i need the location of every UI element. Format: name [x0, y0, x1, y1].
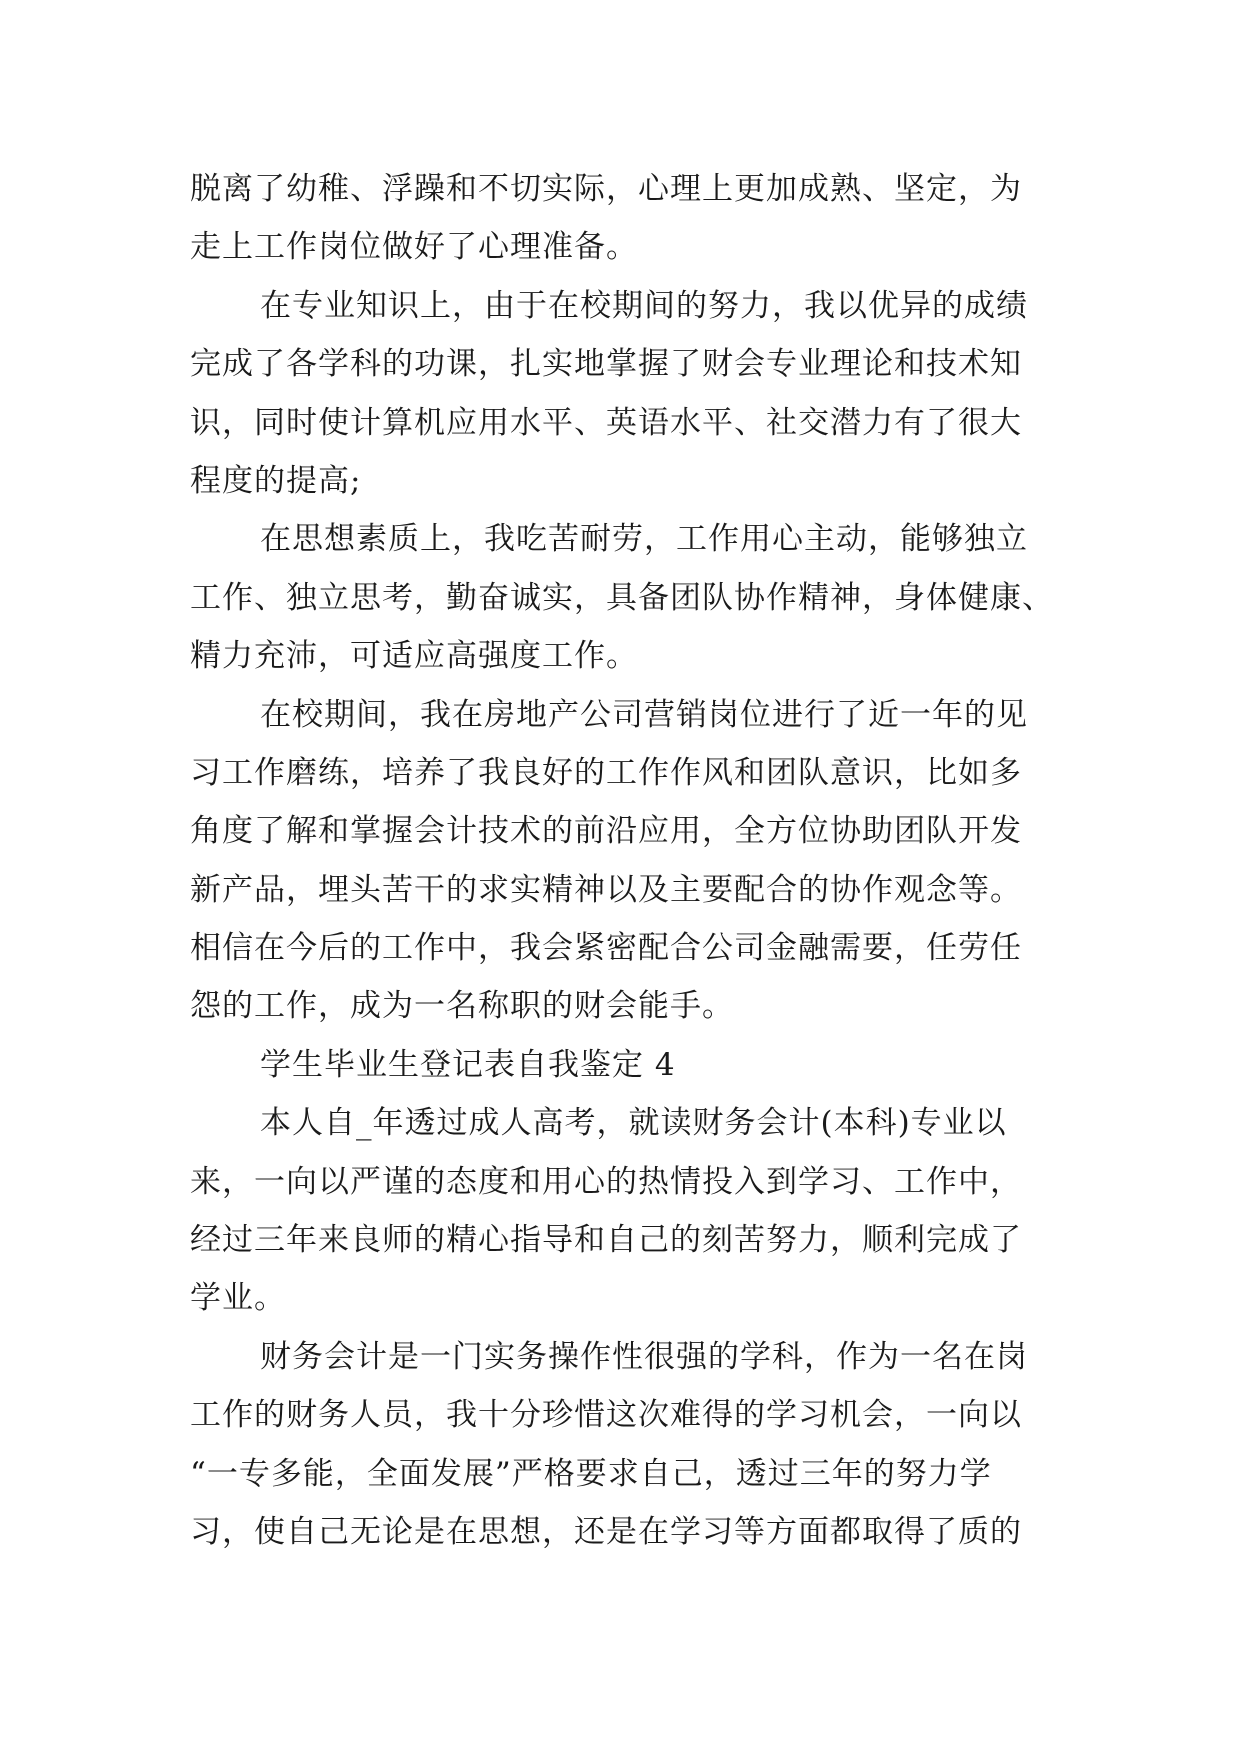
text-line: 学业。	[190, 1280, 286, 1317]
text-line: 财务会计是一门实务操作性很强的学科，作为一名在岗	[260, 1338, 1028, 1375]
text-line: 在专业知识上，由于在校期间的努力，我以优异的成绩	[260, 287, 1028, 324]
text-line: 工作、独立思考，勤奋诚实，具备团队协作精神，身体健康、	[190, 579, 1054, 616]
text-line: 习，使自己无论是在思想，还是在学习等方面都取得了质的	[190, 1513, 1022, 1550]
text-line: 脱离了幼稚、浮躁和不切实际，心理上更加成熟、坚定，为	[190, 171, 1022, 207]
text-line: 走上工作岗位做好了心理准备。	[190, 229, 638, 266]
text-line: 完成了各学科的功课，扎实地掌握了财会专业理论和技术知	[190, 346, 1022, 383]
text-line: 新产品，埋头苦干的求实精神以及主要配合的协作观念等。	[190, 871, 1022, 908]
text-line: “一专多能，全面发展”严格要求自己，透过三年的努力学	[190, 1455, 992, 1492]
text-line: 在思想素质上，我吃苦耐劳，工作用心主动，能够独立	[260, 521, 1028, 558]
text-line: 在校期间，我在房地产公司营销岗位进行了近一年的见	[260, 696, 1028, 733]
text-line: 学生毕业生登记表自我鉴定 4	[260, 1046, 676, 1083]
text-line: 习工作磨练，培养了我良好的工作作风和团队意识，比如多	[190, 754, 1022, 791]
text-line: 程度的提高;	[190, 462, 362, 499]
text-line: 识，同时使计算机应用水平、英语水平、社交潜力有了很大	[190, 404, 1022, 441]
text-line: 相信在今后的工作中，我会紧密配合公司金融需要，任劳任	[190, 930, 1022, 967]
text-line: 来，一向以严谨的态度和用心的热情投入到学习、工作中，	[190, 1163, 1022, 1200]
text-line: 工作的财务人员，我十分珍惜这次难得的学习机会，一向以	[190, 1397, 1022, 1434]
document-body	[190, 160, 1070, 1561]
text-line: 角度了解和掌握会计技术的前沿应用，全方位协助团队开发	[190, 813, 1022, 850]
text-line: 本人自_年透过成人高考，就读财务会计(本科)专业以	[260, 1105, 1007, 1142]
text-line: 怨的工作，成为一名称职的财会能手。	[190, 988, 734, 1025]
text-line: 精力充沛，可适应高强度工作。	[190, 638, 638, 675]
text-line: 经过三年来良师的精心指导和自己的刻苦努力，顺利完成了	[190, 1222, 1022, 1259]
